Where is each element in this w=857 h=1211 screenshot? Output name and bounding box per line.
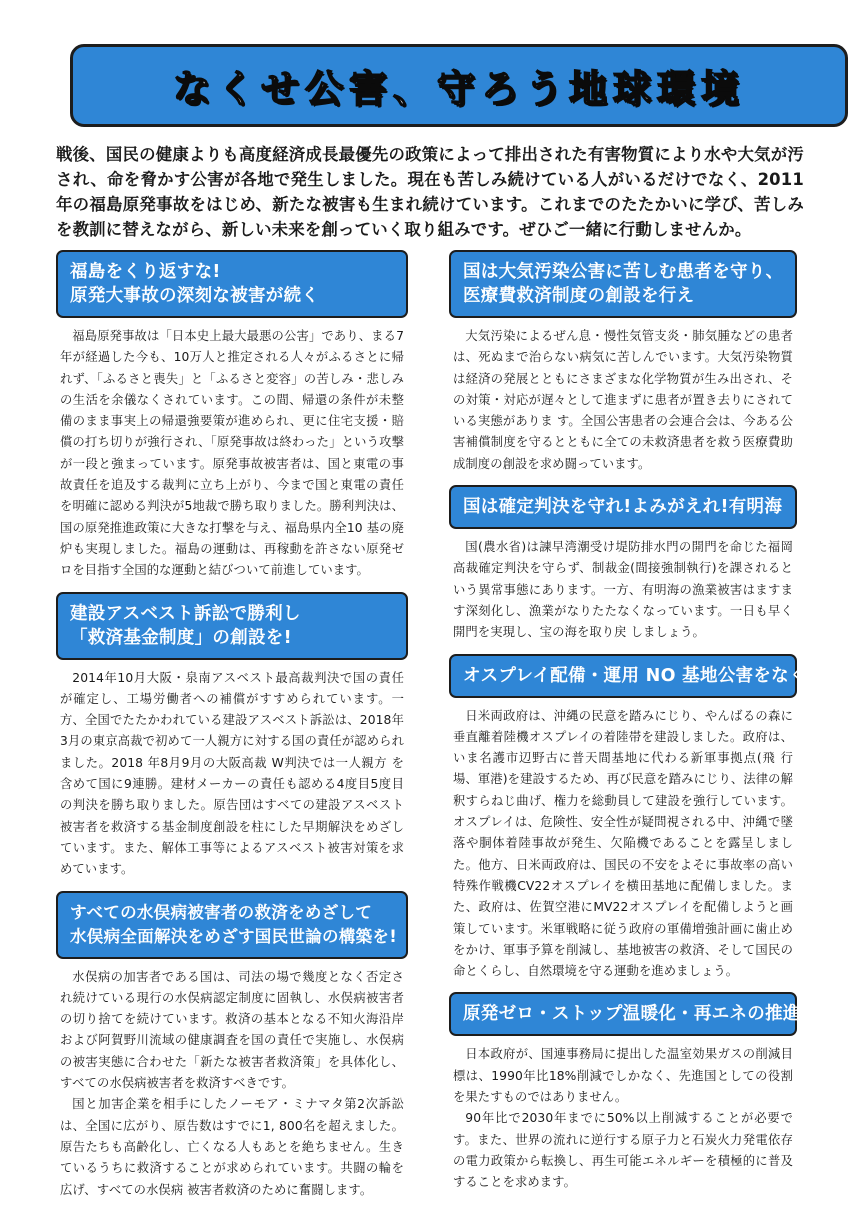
section-body: 水俣病の加害者である国は、司法の場で幾度となく否定され続けている現行の水俣病認定制度に固執し、水俣病被害者の切り捨てを続けています。救済の基本となる不知火海沿岸および阿賀野川流域の健康調査を国の責任で実施し、水俣病の被害実態に合わせた「新たな被害者救済策」を具体化し、すべての水俣病被害者を救済すべきです。 国と加害企業を相手にしたノーモア・ミナマタ第2次訴訟は、全国に広がり、原告数はすでに1, 800名を超えました。原告たちも高齢化し、亡くなる人もあとを絶ちません。生きているうちに救済することが求められています。共闘の輪を広げ、すべての水俣病 被害者救済のために奮闘します。	[60, 969, 404, 1197]
section-body: 日本政府が、国連事務局に提出した温室効果ガスの削減目標は、1990年比18%削減でしかなく、先進国としての役割を果たすものではありません。 90年比で2030年までに50%以上削減することが必要です。また、世界の流れに逆行する原子力と石炭火力発電依存の電力政策から転換し、再生可能エネルギーを積極的に普及することを求めます。	[453, 1047, 793, 1190]
title-banner	[70, 44, 848, 127]
section-climate	[449, 992, 819, 1193]
section-body: 2014年10月大阪・泉南アスベスト最高裁判決で国の責任が確定し、工場労働者への補償がすすめられています。一方、全国でたたかわれている建設アスベスト訴訟は、2018年3月の東京高裁で初めて一人親方に対する国の責任が認められました。2018 年8月9月の大阪高裁 W判決では一人親方 を含めて国に9連勝。建材メーカーの責任も認める4度目5度目の判決を勝ち取りました。原告団はすべての建設アスベスト被害者を救済する基金制度創設を柱にした早期解決をめざしています。また、解体工事等によるアスベスト被害対策を求めています。	[60, 670, 404, 877]
section-heading: 国は大気汚染公害に苦しむ患者を守り、 医療費救済制度の創設を行え	[449, 250, 797, 318]
left-column	[56, 250, 408, 1211]
intro-paragraph: 戦後、国民の健康よりも高度経済成長最優先の政策によって排出された有害物質により水や大気が汚され、命を脅かす公害が各地で発生しました。現在も苦しみ続けている人がいるだけでなく、2011 年の福島原発事故をはじめ、新たな被害も生まれ続けています。これまでのたたかいに学び、苦しみを教訓に替えながら、新しい未来を創っていく取り組みです。ぜひご一緒に行動しませんか。	[56, 145, 804, 239]
section-heading: 原発ゼロ・ストップ温暖化・再エネの推進を	[449, 992, 797, 1036]
section-air-pollution	[449, 250, 797, 475]
section-heading: オスプレイ配備・運用 NO 基地公害をなくせ	[449, 654, 797, 698]
section-body: 日米両政府は、沖縄の民意を踏みにじり、やんばるの森に垂直離着陸機オスプレイの着陸帯を建設しました。政府は、いま名護市辺野古に普天間基地に代わる新軍事拠点(飛 行場、軍港)を建設するため、再び民意を踏みにじり、法律の解釈すらねじ曲げ、権力を総動員して建設を強行しています。オスプレイは、危険性、安全性が疑問視される中、沖縄で墜落や胴体着陸事故が発生、欠陥機であることを露呈しました。他方、日米両政府は、国民の不安をよそに事故率の高い特殊作戦機CV22オスプレイを横田基地に配備しました。また、政府は、佐賀空港にMV22オスプレイを配備しようと画策しています。米軍戦略に従う政府の軍備増強計画に歯止めをかけ、軍事予算を削減し、基地被害の救済、そして国民の命とくらし、自然環境を守る運動を進めましょう。	[453, 708, 793, 979]
right-column	[449, 250, 825, 1204]
section-heading: 福島をくり返すな! 原発大事故の深刻な被害が続く	[56, 250, 408, 318]
section-heading: すべての水俣病被害者の救済をめざして 水俣病全面解決をめざす国民世論の構築を!	[56, 891, 408, 959]
section-heading: 建設アスベスト訴訟で勝利し 「救済基金制度」の創設を!	[56, 592, 408, 660]
section-ariake	[449, 485, 797, 643]
section-heading: 国は確定判決を守れ!よみがえれ!有明海	[449, 485, 797, 529]
section-osprey	[449, 654, 825, 983]
section-fukushima	[56, 250, 408, 582]
section-minamata	[56, 891, 408, 1201]
section-body: 国(農水省)は諫早湾潮受け堤防排水門の開門を命じた福岡高裁確定判決を守らず、制裁金(間接強制執行)を課されるという異常事態にあります。一方、有明海の漁業被害はますます深刻化し、漁業がなりたたなくなっています。一日も早く開門を実現し、宝の海を取り戻 しましょう。	[453, 540, 793, 640]
section-asbestos	[56, 592, 408, 881]
section-body: 福島原発事故は「日本史上最大最悪の公害」であり、まる7年が経過した今も、10万人と推定される人々がふるさとに帰れず、「ふるさと喪失」と「ふるさと変容」の苦しみ・悲しみの生活を余儀なくされています。この間、帰還の条件が未整備のまま事実上の帰還強要策が進められ、更に住宅支援・賠償の打ち切りが強行され、「原発事故は終わった」という攻撃が一段と強まっています。原発事故被害者は、国と東電の事故責任を追及する裁判に立ち上がり、今まで国と東電の責任を明確に認める判決が5地裁で勝ち取りました。勝利判決は、国の原発推進政策に大きな打撃を与え、福島県内全10 基の廃炉も実現しました。福島の運動は、再稼動を許さない原発ゼロを目指す全国的な運動と結びついて前進しています。	[60, 329, 404, 578]
section-body: 大気汚染によるぜん息・慢性気管支炎・肺気腫などの患者は、死ぬまで治らない病気に苦しんでいます。大気汚染物質は経済の発展とともにさまざまな化学物質が生み出され、その対策・対応が遅々として進まずに患者が置き去りにされている実態がありま す。全国公害患者の会連合会は、今ある公害補償制度を守るとともに全ての未救済患者を救う医療費助成制度の創設を求め闘っています。	[453, 329, 793, 471]
page-title: なくせ公害、守ろう地球環境	[172, 67, 745, 111]
